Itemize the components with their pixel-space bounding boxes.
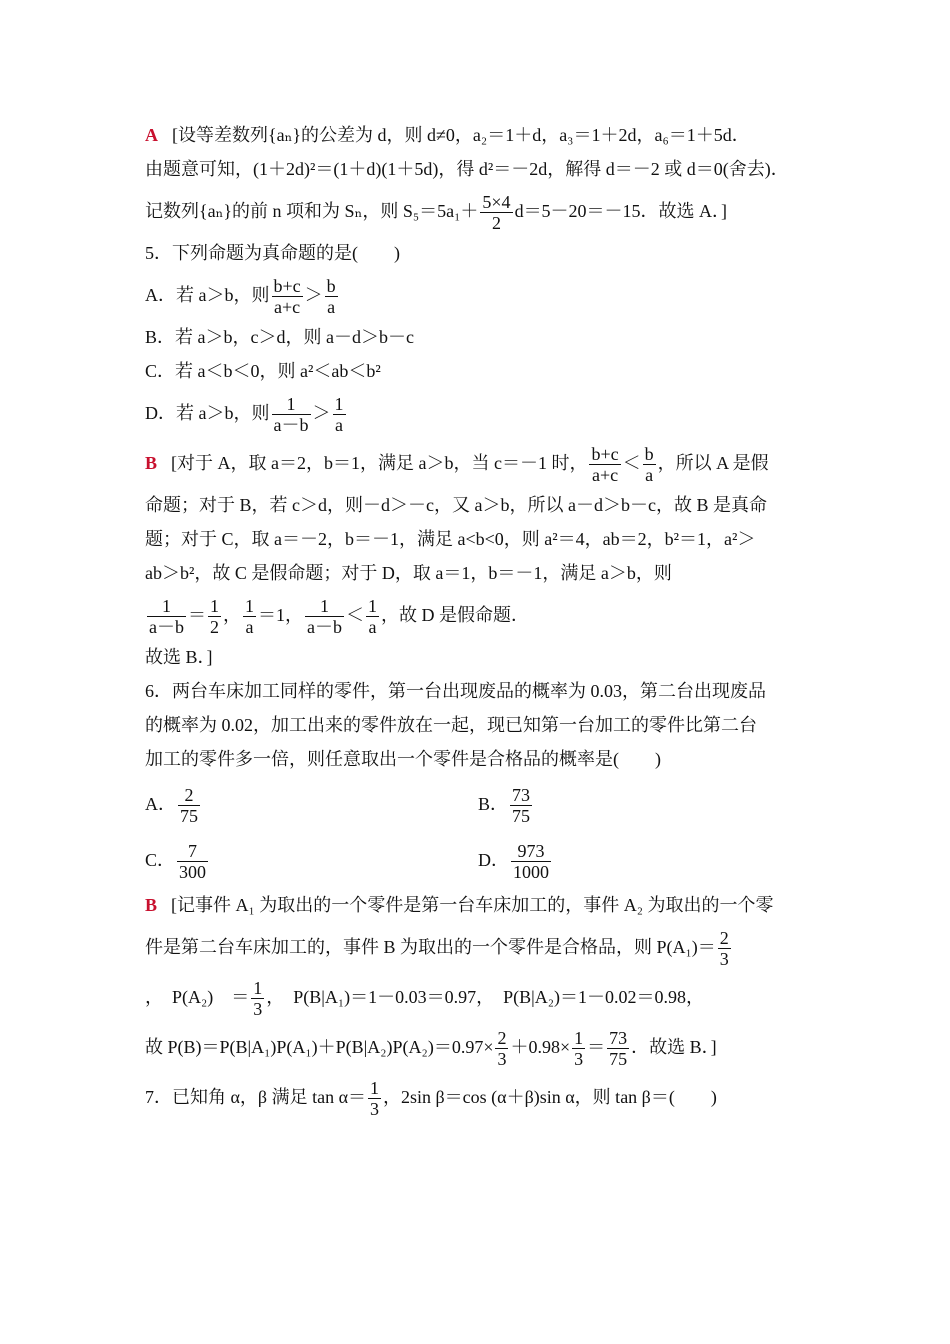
- sol4-text2: 由题意可知，(1＋2d)²＝(1＋d)(1＋5d)，得 d²＝－2d，解得 d＝－2 或 d＝0(舍去)．: [145, 159, 789, 179]
- q6-optC-label: C．: [145, 850, 176, 870]
- frac-numerator: 2: [178, 785, 200, 806]
- sol5-line3: [145, 522, 810, 556]
- frac-denominator: 3: [719, 949, 729, 970]
- frac-denominator: a: [335, 415, 343, 436]
- frac-numerator: 1: [253, 978, 263, 999]
- q6-optD-frac: [511, 841, 551, 882]
- q6-option-b: [478, 776, 534, 832]
- sol5-line5: [145, 590, 810, 640]
- frac-denominator: a+c: [274, 297, 301, 318]
- frac-denominator: 3: [497, 1049, 507, 1070]
- frac-numerator: 1: [368, 596, 377, 617]
- sol5-l5-op: ＜: [346, 605, 364, 625]
- sol5-line4: [145, 556, 810, 590]
- q6-stem-line1: [145, 674, 810, 708]
- sol6-line2: [145, 922, 810, 972]
- q6-options-row2: [145, 832, 810, 888]
- frac-denominator: a－b: [307, 617, 342, 638]
- sol6-text4b: ＋0.98×: [510, 1037, 571, 1057]
- sol5-text1b: ，所以 A 是假: [657, 453, 769, 473]
- q5-optA-frac1: [272, 276, 303, 317]
- frac-denominator: a: [327, 297, 336, 318]
- q5-stem: [145, 236, 810, 270]
- frac-numerator: b+c: [273, 276, 301, 297]
- frac-numerator: 7: [177, 841, 208, 862]
- sol6-text3a: ， P(A₂) ＝: [145, 987, 250, 1007]
- q5-optA-pre: A．若 a＞b，则: [145, 285, 270, 305]
- q5-stem-text: 5．下列命题为真命题的是( ): [145, 243, 400, 263]
- frac-denominator: 75: [609, 1049, 628, 1070]
- sol4-line3: [145, 186, 810, 236]
- sol5-l5-frac4: [305, 596, 344, 637]
- q6-optA-label: A．: [145, 794, 176, 814]
- sol4-text1: [设等差数列{aₙ}的公差为 d，则 d≠0，a₂＝1＋d，a₃＝1＋2d，a₆＝1＋5d．: [172, 125, 750, 145]
- sol6-l4-frac1: [495, 1028, 508, 1069]
- sol5-l5-eq1: ＝: [188, 605, 206, 625]
- q5-option-d: [145, 388, 810, 438]
- frac-numerator: 73: [512, 785, 531, 806]
- sol5-l5-frac3: [243, 596, 256, 637]
- sol5-text4: ab＞b²，故 C 是假命题；对于 D，取 a＝1，b＝－1，满足 a＞b，则: [145, 563, 672, 583]
- frac-numerator: 1: [370, 1078, 380, 1099]
- q7-frac: [368, 1078, 381, 1119]
- sol5-text3: 题；对于 C，取 a＝－2，b＝－1，满足 a<b<0，则 a²＝4，ab＝2，b²＝1，a²＞: [145, 529, 756, 549]
- frac-numerator: 973: [511, 841, 551, 862]
- q6-option-d: [478, 832, 553, 888]
- frac-numerator: b: [326, 276, 336, 297]
- q5-optD-frac2: [333, 394, 346, 435]
- q6-stem2: 的概率为 0.02，加工出来的零件放在一起，现已知第一台加工的零件比第二台: [145, 715, 757, 735]
- frac-numerator: 1: [334, 394, 344, 415]
- sol4-text3b: d＝5－20＝－15．故选 A．]: [514, 201, 728, 221]
- sol5-l5-sep: ，: [223, 605, 241, 625]
- q6-optD-label: D．: [478, 850, 509, 870]
- frac-denominator: 1000: [513, 862, 549, 883]
- frac-denominator: a: [368, 617, 377, 638]
- frac-numerator: 1: [272, 394, 311, 415]
- q5-option-a: [145, 270, 810, 320]
- q6-options-row1: [145, 776, 810, 832]
- q5-optD-frac1: [272, 394, 311, 435]
- q6-optB-frac: [510, 785, 532, 826]
- frac-denominator: 3: [370, 1099, 380, 1120]
- q5-optC-text: C．若 a＜b＜0，则 a²＜ab＜b²: [145, 361, 381, 381]
- document-page: [145, 118, 810, 1122]
- frac-denominator: 2: [491, 213, 501, 234]
- frac-denominator: a+c: [591, 465, 619, 486]
- sol6-line3: [145, 972, 810, 1022]
- frac-denominator: 3: [253, 999, 263, 1020]
- frac-denominator: 75: [180, 806, 198, 827]
- sol5-frac2: [643, 444, 656, 485]
- frac-denominator: a: [645, 465, 654, 486]
- sol5-l5-frac2: [208, 596, 221, 637]
- sol6-text4c: ＝: [587, 1037, 606, 1057]
- sol6-l2-frac: [718, 928, 731, 969]
- sol5-line1: [145, 438, 810, 488]
- q5-optD-op: ＞: [312, 403, 331, 423]
- sol5-l5-frac1: [147, 596, 186, 637]
- q6-optC-frac: [177, 841, 208, 882]
- sol6-text4a: 故 P(B)＝P(B|A₁)P(A₁)＋P(B|A₂)P(A₂)＝0.97×: [145, 1037, 494, 1057]
- frac-denominator: a－b: [273, 415, 309, 436]
- q6-option-a: [145, 776, 202, 832]
- sol6-l4-frac2: [572, 1028, 585, 1069]
- frac-denominator: 2: [210, 617, 219, 638]
- q6-stem-line2: [145, 708, 810, 742]
- frac-numerator: 2: [497, 1028, 507, 1049]
- sol6-line1: [145, 888, 810, 922]
- sol6-text3b: ， P(B|A₁)＝1－0.03＝0.97， P(B|A₂)＝1－0.02＝0.98，: [266, 987, 705, 1007]
- sol4-line2: [145, 152, 810, 186]
- q5-option-c: [145, 354, 810, 388]
- frac-numerator: 1: [210, 596, 219, 617]
- sol4-text3a: 记数列{aₙ}的前 n 项和为 Sₙ，则 S₅＝5a₁＋: [145, 201, 479, 221]
- sol5-l5-frac5: [366, 596, 379, 637]
- frac-numerator: 5×4: [482, 192, 511, 213]
- q5-option-b: [145, 320, 810, 354]
- sol5-l5-end: ，故 D 是假命题．: [381, 605, 529, 625]
- q6-optB-label: B．: [478, 794, 509, 814]
- q5-optA-frac2: [325, 276, 338, 317]
- sol4-answer: A: [145, 125, 158, 145]
- sol5-op1: ＜: [622, 453, 641, 473]
- sol6-text4d: ．故选 B．]: [631, 1037, 717, 1057]
- frac-numerator: 1: [147, 596, 186, 617]
- sol4-line1: [145, 118, 810, 152]
- frac-denominator: a－b: [149, 617, 184, 638]
- frac-numerator: b+c: [591, 444, 619, 465]
- q5-optA-op: ＞: [304, 285, 323, 305]
- sol5-text1a: [对于 A，取 a＝2，b＝1，满足 a＞b，当 c＝－1 时，: [171, 453, 588, 473]
- sol6-text1: [记事件 A₁ 为取出的一个零件是第一台车床加工的，事件 A₂ 为取出的一个零: [171, 895, 774, 915]
- q6-stem1: 6．两台车床加工同样的零件，第一台出现废品的概率为 0.03，第二台出现废品: [145, 681, 766, 701]
- q5-optB-text: B．若 a＞b，c＞d，则 a－d＞b－c: [145, 327, 414, 347]
- frac-denominator: 300: [179, 862, 207, 883]
- sol6-text2a: 件是第二台车床加工的，事件 B 为取出的一个零件是合格品，则 P(A₁)＝: [145, 937, 716, 957]
- frac-numerator: b: [644, 444, 654, 465]
- q7-stem: [145, 1072, 810, 1122]
- q6-option-c: [145, 832, 210, 888]
- frac-numerator: 2: [719, 928, 729, 949]
- frac-denominator: a: [245, 617, 254, 638]
- q6-stem3: 加工的零件多一倍，则任意取出一个零件是合格品的概率是( ): [145, 749, 661, 769]
- frac-denominator: 3: [574, 1049, 584, 1070]
- sol6-l3-frac: [251, 978, 264, 1019]
- q5-optD-pre: D．若 a＞b，则: [145, 403, 270, 423]
- sol5-l5-eq2: ＝1，: [258, 605, 303, 625]
- q7-text-a: 7．已知角 α，β 满足 tan α＝: [145, 1087, 367, 1107]
- frac-denominator: 75: [512, 806, 531, 827]
- sol4-fraction: [480, 192, 512, 233]
- sol5-line2: [145, 488, 810, 522]
- frac-numerator: 1: [574, 1028, 584, 1049]
- q7-text-b: ，2sin β＝cos (α＋β)sin α，则 tan β＝( ): [383, 1087, 717, 1107]
- sol6-line4: [145, 1022, 810, 1072]
- sol5-text2: 命题；对于 B，若 c＞d，则－d＞－c，又 a＞b，所以 a－d＞b－c，故 B 是真命: [145, 495, 767, 515]
- q6-stem-line3: [145, 742, 810, 776]
- frac-numerator: 73: [609, 1028, 628, 1049]
- sol5-line6: [145, 640, 810, 674]
- frac-numerator: 1: [245, 596, 254, 617]
- frac-numerator: 1: [305, 596, 344, 617]
- sol5-answer: B: [145, 453, 158, 473]
- q6-optA-frac: [178, 785, 200, 826]
- sol5-frac1: [589, 444, 620, 485]
- sol6-l4-frac3: [607, 1028, 629, 1069]
- sol6-answer: B: [145, 895, 158, 915]
- sol5-text6: 故选 B．]: [145, 647, 213, 667]
